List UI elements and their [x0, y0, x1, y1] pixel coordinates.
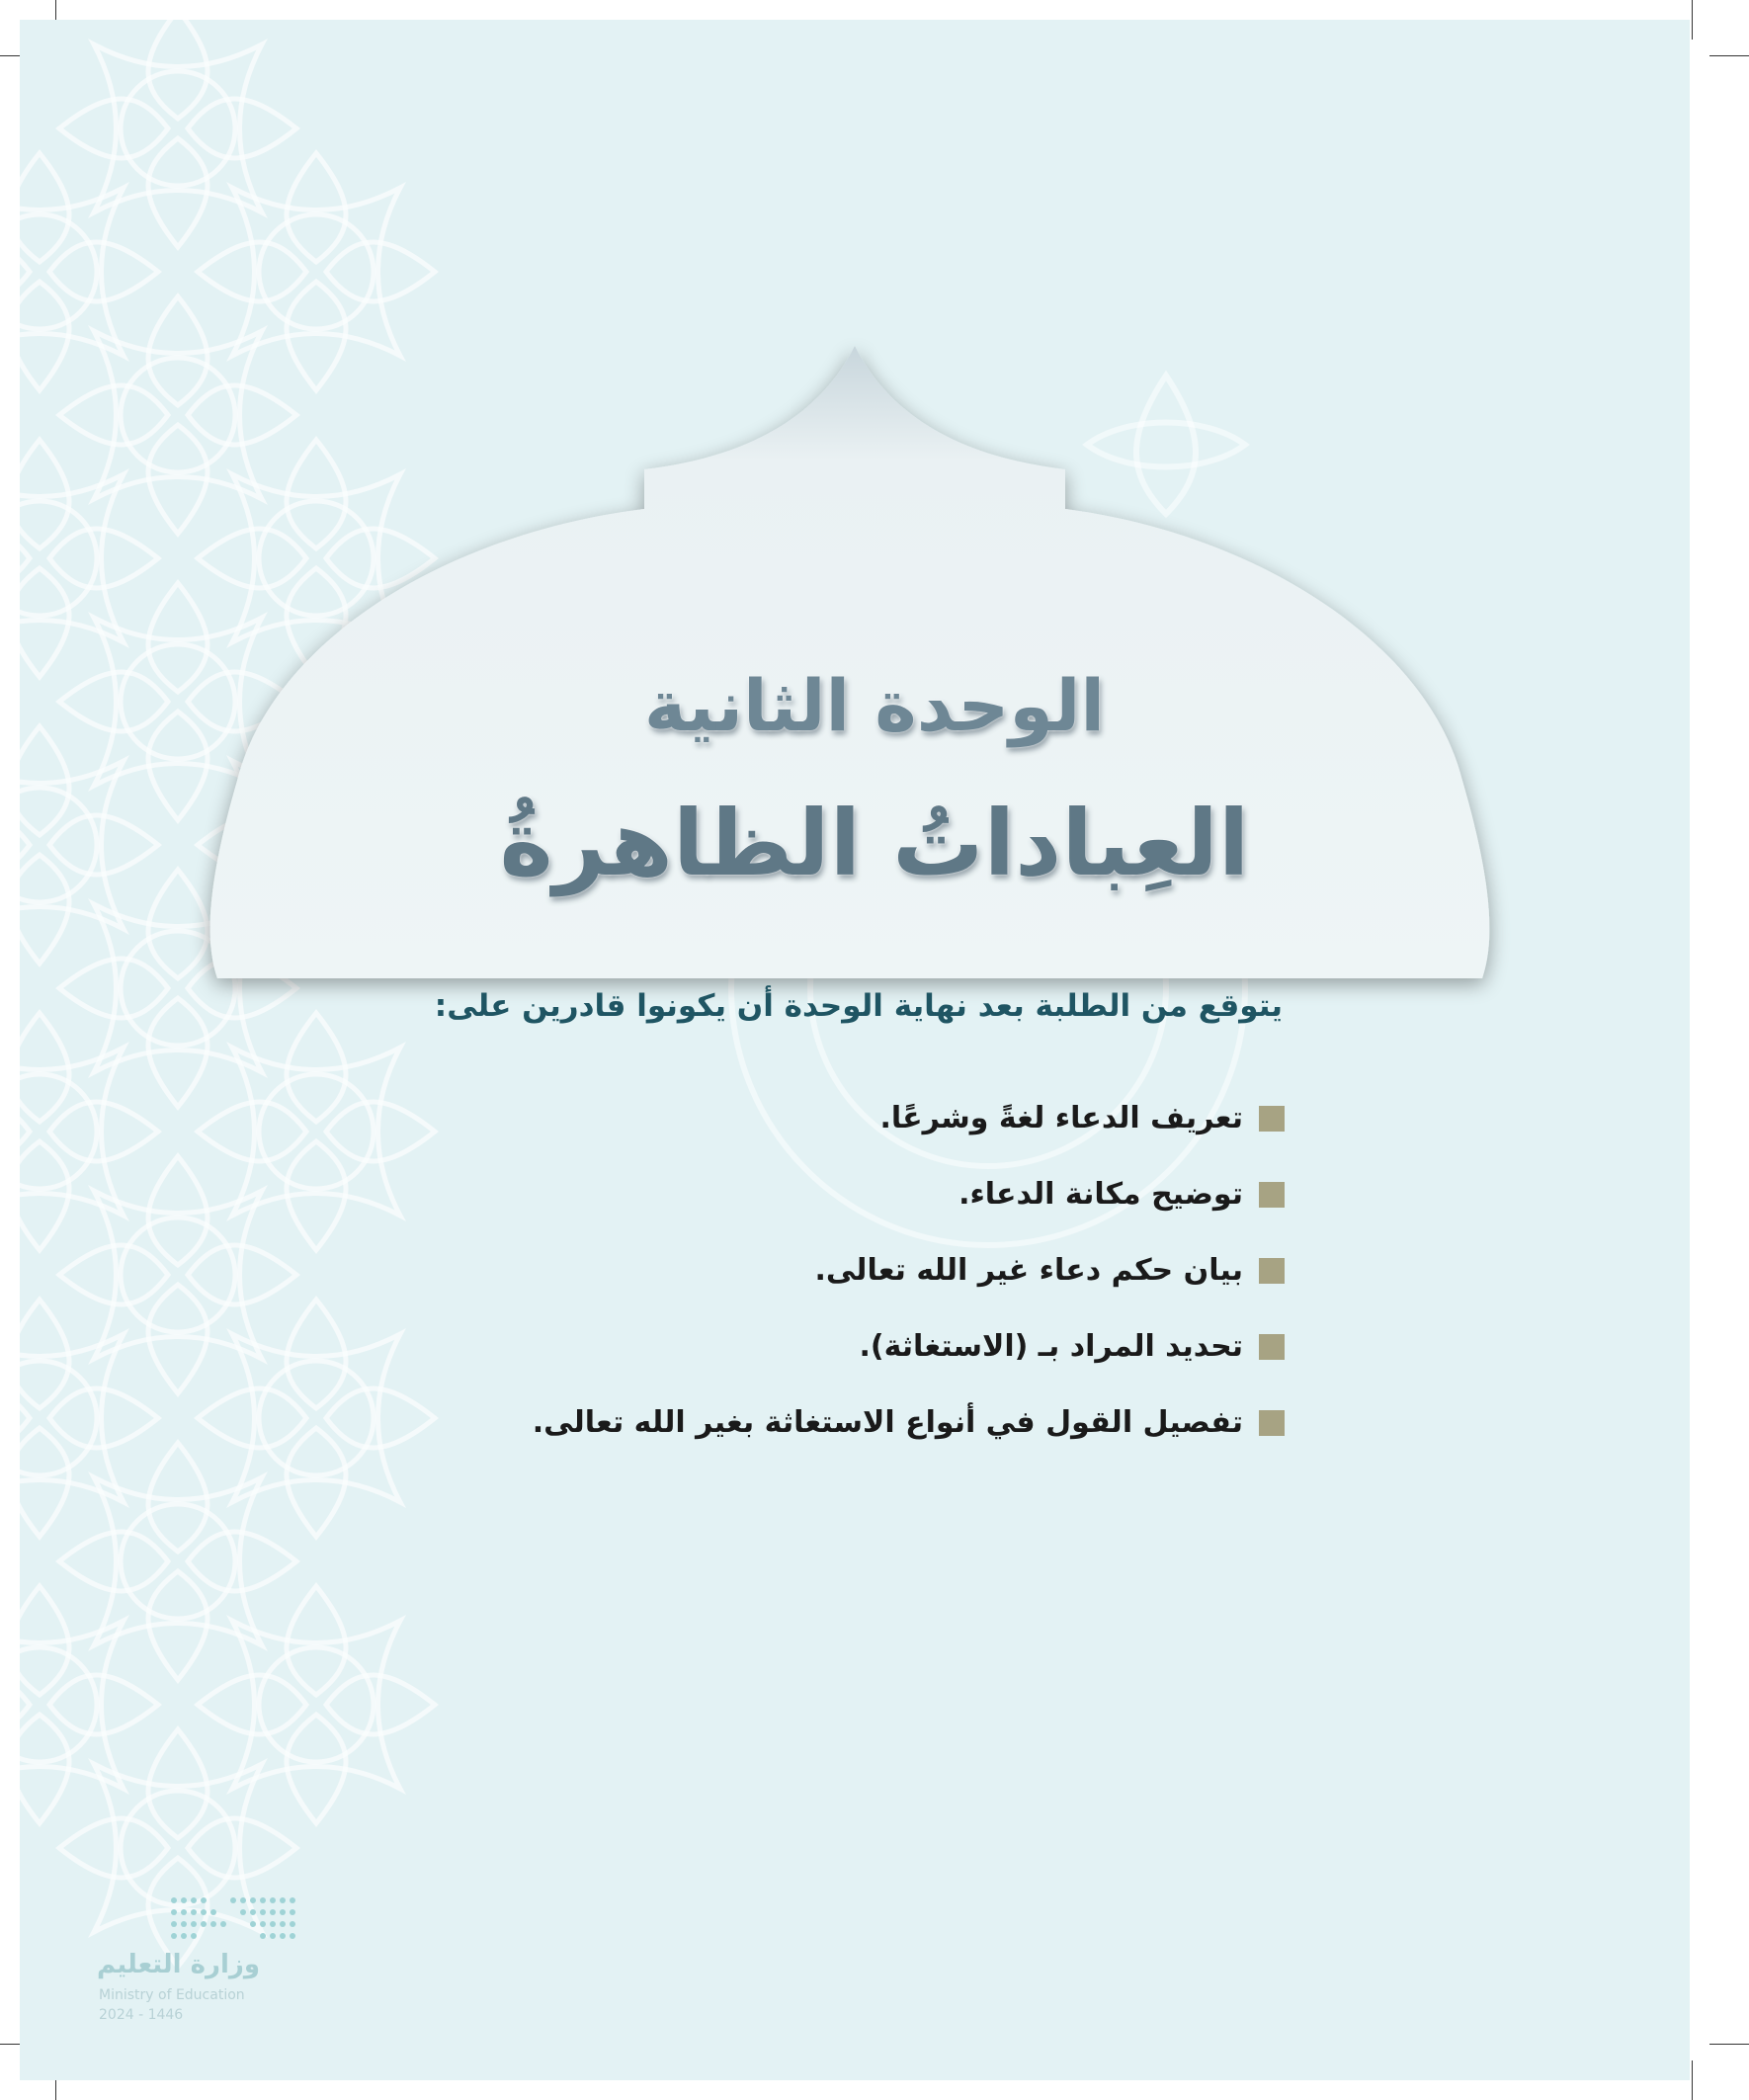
dots-logo-icon	[95, 1892, 322, 1952]
objective-text: توضيح مكانة الدعاء.	[958, 1177, 1243, 1212]
unit-label: الوحدة الثانية	[643, 664, 1106, 747]
square-bullet-icon	[1259, 1182, 1285, 1208]
objective-text: تعريف الدعاء لغةً وشرعًا.	[879, 1101, 1243, 1135]
square-bullet-icon	[1259, 1258, 1285, 1284]
logo-year-text: 2024 - 1446	[99, 2007, 184, 2023]
ministry-logo	[95, 1892, 322, 2023]
objectives-list	[395, 1080, 1285, 1461]
square-bullet-icon	[1259, 1334, 1285, 1360]
objectives-intro: يتوقع من الطلبة بعد نهاية الوحدة أن يكونوا قادرين على:	[434, 988, 1283, 1024]
objective-text: بيان حكم دعاء غير الله تعالى.	[814, 1253, 1243, 1288]
unit-title: العِباداتُ الظاهرةُ	[499, 791, 1250, 896]
list-item	[395, 1385, 1285, 1461]
logo-english-text: Ministry of Education	[99, 1987, 245, 2003]
objective-text: تفصيل القول في أنواع الاستغاثة بغير الله تعالى.	[532, 1405, 1243, 1440]
list-item	[395, 1156, 1285, 1232]
list-item	[395, 1232, 1285, 1308]
square-bullet-icon	[1259, 1106, 1285, 1132]
square-bullet-icon	[1259, 1410, 1285, 1436]
objective-text: تحديد المراد بـ (الاستغاثة).	[859, 1329, 1243, 1364]
list-item	[395, 1308, 1285, 1385]
logo-arabic-text: وزارة التعليم	[97, 1950, 260, 1979]
list-item	[395, 1080, 1285, 1156]
